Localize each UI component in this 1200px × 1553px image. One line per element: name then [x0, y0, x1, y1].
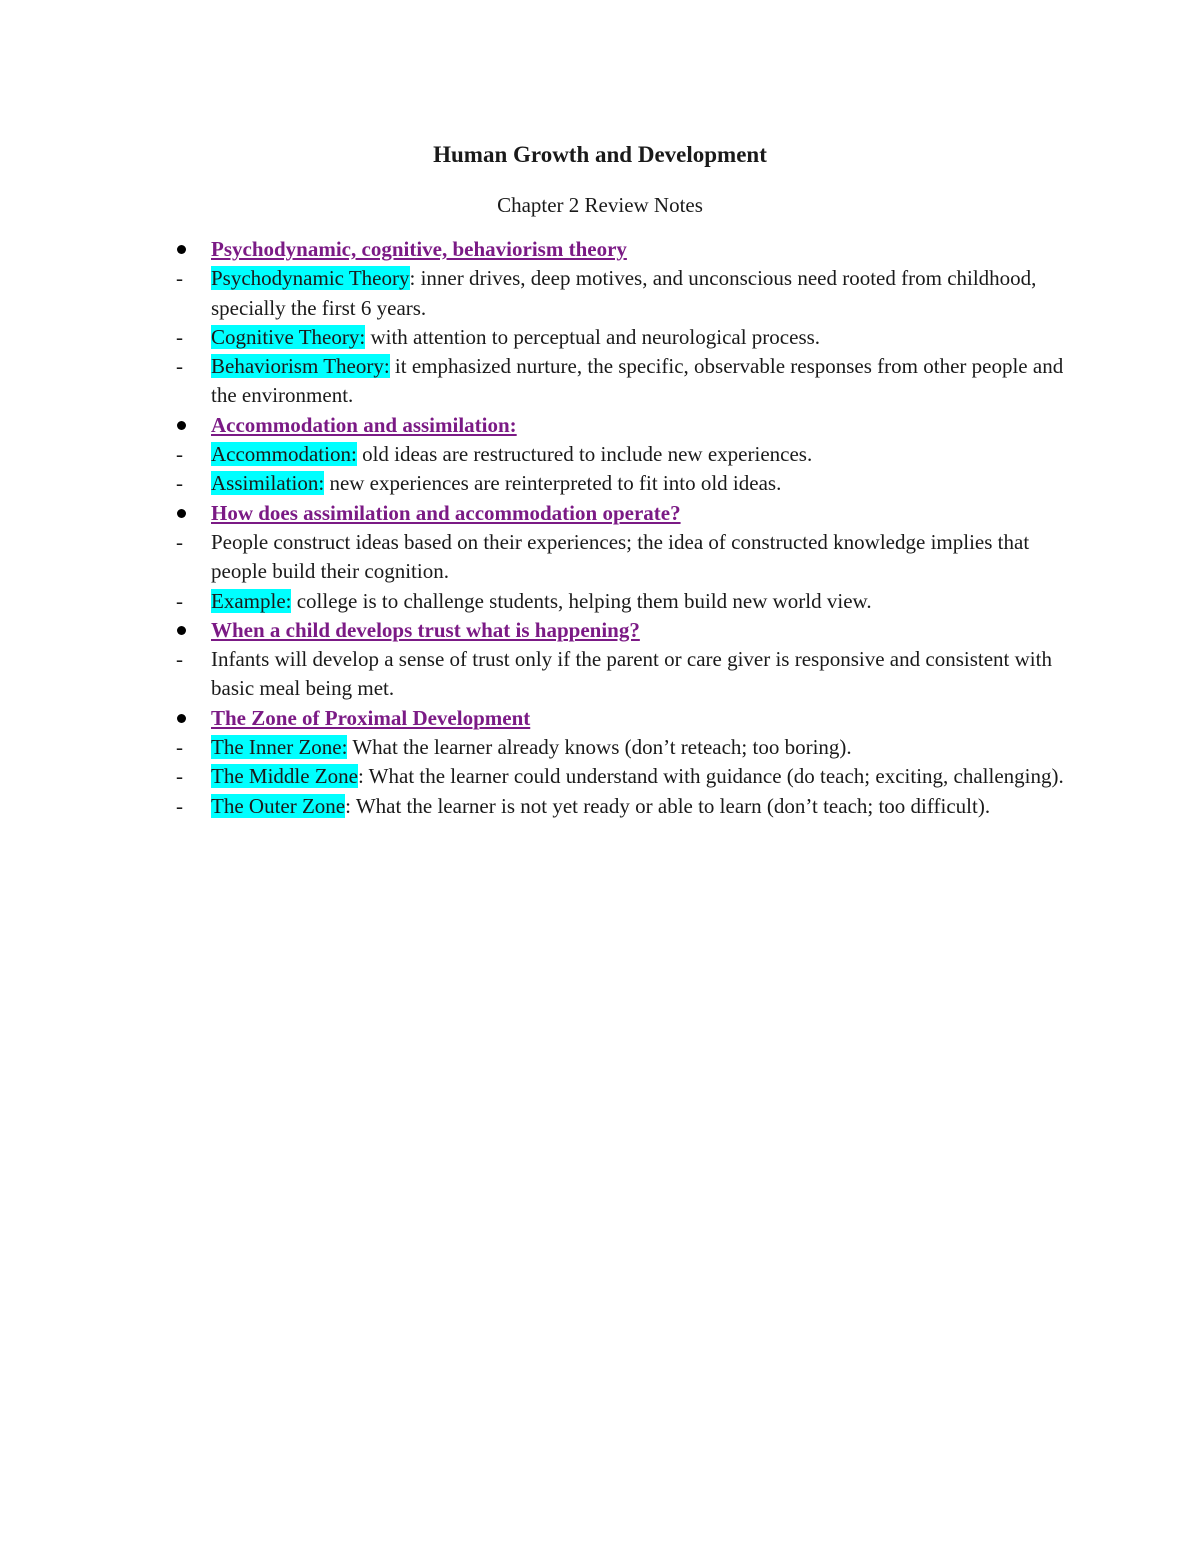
note-text: What the learner already knows (don’t reteach; too boring). — [347, 735, 852, 760]
highlighted-term: Psychodynamic Theory — [211, 266, 410, 291]
highlighted-term: Assimilation: — [211, 471, 325, 496]
note-item — [172, 792, 1072, 821]
note-text: new experiences are reinterpreted to fit into old ideas. — [324, 471, 782, 496]
note-text: old ideas are restructured to include new experiences. — [356, 442, 813, 467]
bullet-icon — [177, 245, 186, 254]
note-item — [172, 587, 1072, 616]
section-heading: When a child develops trust what is happening? — [211, 617, 640, 642]
note-text: college is to challenge students, helping them build new world view. — [291, 588, 872, 613]
dash-marker: - — [176, 647, 183, 672]
dash-marker: - — [176, 266, 183, 291]
note-text: People construct ideas based on their experiences; the idea of constructed knowledge implies that people build their cognition. — [211, 529, 1030, 584]
bullet-icon — [177, 714, 186, 723]
note-text: it emphasized nurture, the specific, observable responses from other people and the environment. — [211, 354, 1064, 408]
dash-marker: - — [176, 588, 183, 613]
dash-marker: - — [176, 529, 183, 554]
note-item — [172, 469, 1072, 498]
highlighted-term: The Inner Zone: — [211, 735, 348, 760]
section-heading: The Zone of Proximal Development — [211, 705, 531, 730]
dash-marker: - — [176, 354, 183, 379]
note-text: : What the learner is not yet ready or able to learn (don’t teach; too difficult). — [345, 793, 991, 818]
dash-marker: - — [176, 471, 183, 496]
note-item — [172, 733, 1072, 762]
note-item — [172, 352, 1072, 411]
highlighted-term: Example: — [211, 588, 292, 613]
note-item — [172, 528, 1072, 587]
dash-marker: - — [176, 764, 183, 789]
section-heading: Accommodation and assimilation: — [211, 412, 517, 437]
highlighted-term: The Middle Zone — [211, 764, 358, 789]
note-item — [172, 762, 1072, 791]
dash-marker: - — [176, 324, 183, 349]
notes-body — [172, 235, 1072, 821]
highlighted-term: Accommodation: — [211, 442, 357, 467]
document-title: Human Growth and Development — [433, 142, 767, 167]
section-heading: Psychodynamic, cognitive, behaviorism theory — [211, 237, 627, 261]
note-item — [172, 264, 1072, 323]
bullet-icon — [177, 626, 186, 635]
section-heading-line — [172, 704, 1072, 733]
note-text: : inner drives, deep motives, and unconscious need rooted from childhood, specially the first 6 years. — [211, 266, 1037, 320]
dash-marker: - — [176, 793, 183, 818]
section-heading-line — [172, 499, 1072, 528]
document-subtitle: Chapter 2 Review Notes — [497, 193, 703, 217]
section-heading-line — [172, 616, 1072, 645]
note-text: Infants will develop a sense of trust only if the parent or care giver is responsive and consistent with basic meal being met. — [211, 647, 1052, 701]
bullet-icon — [177, 509, 186, 518]
dash-marker: - — [176, 442, 183, 467]
note-item — [172, 645, 1072, 704]
note-text: with attention to perceptual and neurological process. — [365, 324, 821, 349]
section-heading-line — [172, 235, 1072, 264]
bullet-icon — [177, 421, 186, 430]
section-heading: How does assimilation and accommodation operate? — [211, 500, 681, 525]
note-item — [172, 323, 1072, 352]
note-text: : What the learner could understand with guidance (do teach; exciting, challenging). — [357, 764, 1064, 789]
dash-marker: - — [176, 735, 183, 760]
highlighted-term: Cognitive Theory: — [211, 324, 366, 349]
highlighted-term: Behaviorism Theory: — [211, 354, 390, 379]
highlighted-term: The Outer Zone — [211, 793, 346, 818]
section-heading-line — [172, 411, 1072, 440]
note-item — [172, 440, 1072, 469]
